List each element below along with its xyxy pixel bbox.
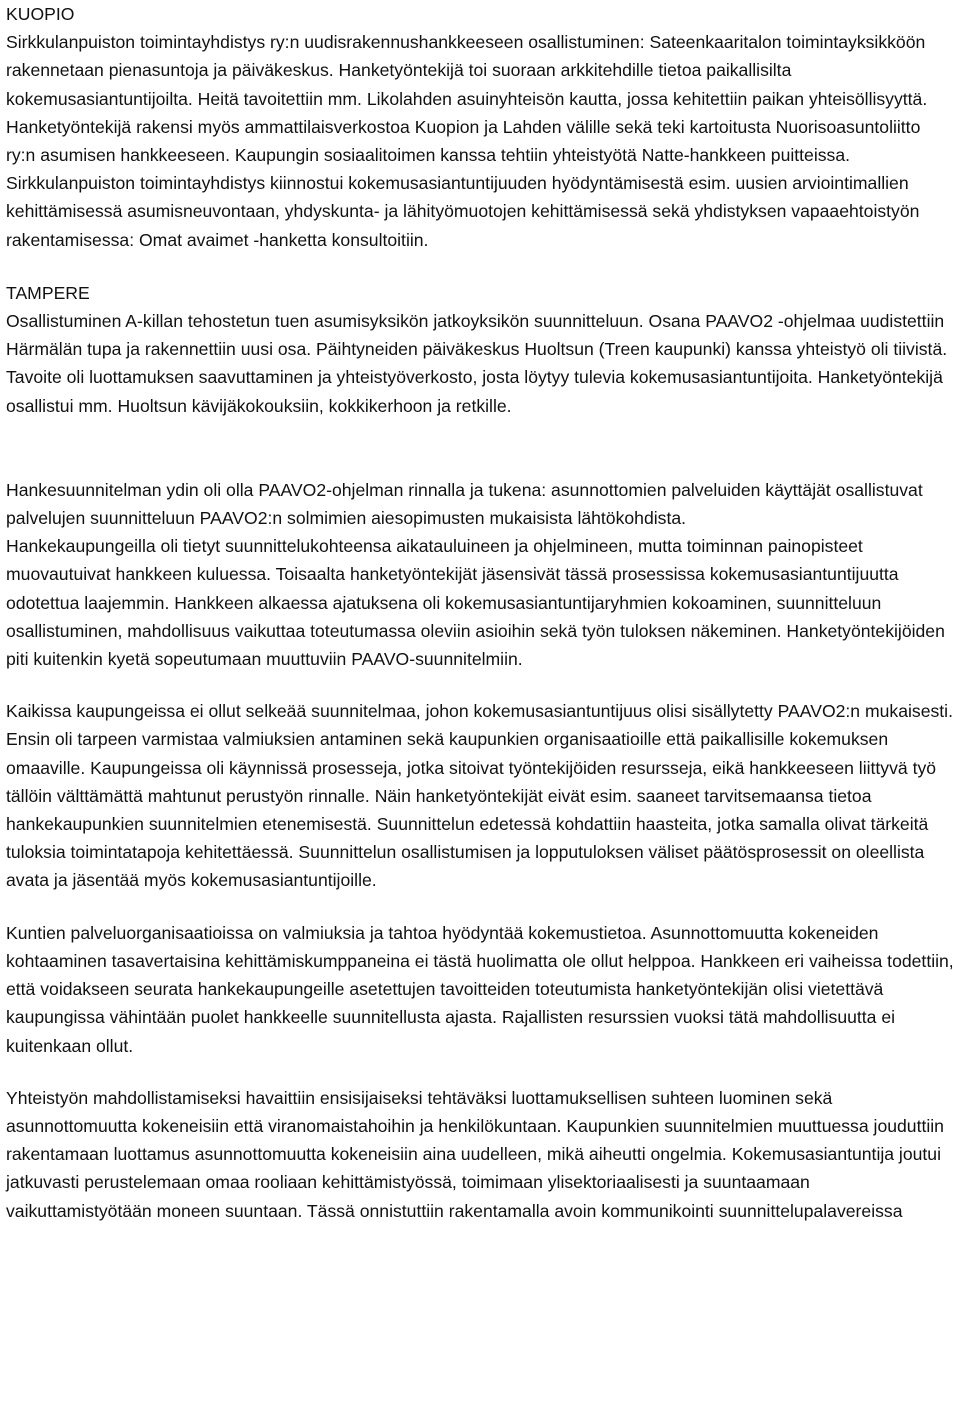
section-kuopio	[6, 0, 954, 254]
spacer	[6, 1060, 954, 1084]
spacer	[6, 254, 954, 279]
paragraph-2: Kaikissa kaupungeissa ei ollut selkeää suunnitelmaa, johon kokemusasiantuntijuus olisi sisällytetty PAAVO2:n mukaisesti. Ensin oli tarpeen varmistaa valmiuksien antaminen sekä kaupunkien organisaatioille että paikallisille kokemuksen omaaville. Kaupungeissa oli käynnissä prosesseja, jotka sitoivat työntekijöiden resursseja, eikä hankkeeseen liittyvä työ tällöin välttämättä mahtunut perustyön rinnalle. Näin hanketyöntekijät eivät esim. saaneet tarvitsemaansa tietoa hankekaupunkien suunnitelmien etenemisestä. Suunnittelun edetessä kohdattiin haasteita, jotka samalla olivat tärkeitä tuloksia toimintatapoja kehitettäessä. Suunnittelun osallistumisen ja lopputuloksen väliset päätösprosessit on oleellista avata ja jäsentää myös kokemusasiantuntijoille.	[6, 701, 953, 891]
section-tampere	[6, 279, 954, 420]
section-heading-kuopio: KUOPIO	[6, 4, 75, 24]
spacer	[6, 673, 954, 697]
paragraph-1a: Hankesuunnitelman ydin oli olla PAAVO2-ohjelman rinnalla ja tukena: asunnottomien palveluiden käyttäjät osallistuvat palvelujen suunnitteluun PAAVO2:n solmimien aiesopimusten mukaisista lähtökohdista.	[6, 479, 923, 529]
paragraph-4: Yhteistyön mahdollistamiseksi havaittiin ensisijaiseksi tehtäväksi luottamuksellisen suhteen luominen sekä asunnottomuutta kokeneisiin että viranomaistahoihin ja henkilökuntaan. Kaupunkien suunnitelmien muuttuessa jouduttiin rakentamaan luottamus asunnottomuutta kokeneisiin aina uudelleen, mikä aiheutti ongelmia. Kokemusasiantuntija joutui jatkuvasti perustelemaan omaa rooliaan kehittämistyössä, toimimaan ylisektoriaalisesti ja suuntaamaan vaikuttamistyötään moneen suuntaan. Tässä onnistuttiin rakentamalla avoin kommunikointi suunnittelupalavereissa	[6, 1087, 944, 1221]
section-heading-tampere: TAMPERE	[6, 282, 90, 303]
paragraph-3: Kuntien palveluorganisaatioissa on valmiuksia ja tahtoa hyödyntää kokemustietoa. Asunnottomuutta kokeneiden kohtaaminen tasavertaisina kehittämiskumppaneina ei tästä huolimatta ole ollut helppoa. Hankkeen eri vaiheissa todettiin, että voidakseen seurata hankekaupungeille asetettujen tavoitteiden toteutumista hanketyöntekijän olisi vietettävä kaupungissa vähintään puolet hankkeelle suunnitellusta ajasta. Rajallisten resurssien vuoksi tätä mahdollisuutta ei kuitenkaan ollut.	[6, 922, 954, 1056]
paragraph-tampere: Osallistuminen A-killan tehostetun tuen asumisyksikön jatkoyksikön suunnitteluun. Osana PAAVO2 -ohjelmaa uudistettiin Härmälän tupa ja rakennettiin uusi osa. Päihtyneiden päiväkeskus Huoltsun (Treen kaupunki) kanssa yhteistyö oli tiivistä. Tavoite oli luottamuksen saavuttaminen ja yhteistyöverkosto, josta löytyy tulevia kokemusasiantuntijoita. Hanketyöntekijä osallistui mm. Huoltsun kävijäkokouksiin, kokkikerhoon ja retkille.	[6, 311, 948, 416]
spacer	[6, 420, 954, 476]
spacer	[6, 895, 954, 919]
paragraph-kuopio: Sirkkulanpuiston toimintayhdistys ry:n uudisrakennushankkeeseen osallistuminen: Sateenkaaritalon toimintayksikköön rakennetaan pienasuntoja ja päiväkeskus. Hanketyöntekijä toi suoraan arkkitehdille tietoa paikallisilta kokemusasiantuntijoilta. Heitä tavoitettiin mm. Likolahden asuinyhteisön kautta, jossa kehitettiin paikan yhteisöllisyyttä. Hanketyöntekijä rakensi myös ammattilaisverkostoa Kuopion ja Lahden välille sekä teki kartoitusta Nuorisoasuntoliitto ry:n asumisen hankkeeseen. Kaupungin sosiaalitoimen kanssa tehtiin yhteistyötä Natte-hankkeen puitteissa. Sirkkulanpuiston toimintayhdistys kiinnostui kokemusasiantuntijuuden hyödyntämisestä esim. uusien arviointimallien kehittämisessä asumisneuvontaan, yhdyskunta- ja lähityömuotojen kehittämisessä sekä yhdistyksen vapaaehtoistyön rakentamisessa: Omat avaimet -hanketta konsultoitiin.	[6, 32, 928, 250]
section-body	[6, 476, 954, 1225]
paragraph-1b: Hankekaupungeilla oli tietyt suunnittelukohteensa aikatauluineen ja ohjelmineen, mutta toiminnan painopisteet muovautuivat hankkeen kuluessa. Toisaalta hanketyöntekijät jäsensivät tässä prosessissa kokemusasiantuntijuutta odotettua laajemmin. Hankkeen alkaessa ajatuksena oli kokemusasiantuntijaryhmien kokoaminen, suunnitteluun osallistuminen, mahdollisuus vaikuttaa toteutumassa oleviin asioihin sekä työn tuloksen näkeminen. Hanketyöntekijöiden piti kuitenkin kyetä sopeutumaan muuttuviin PAAVO-suunnitelmiin.	[6, 536, 945, 670]
